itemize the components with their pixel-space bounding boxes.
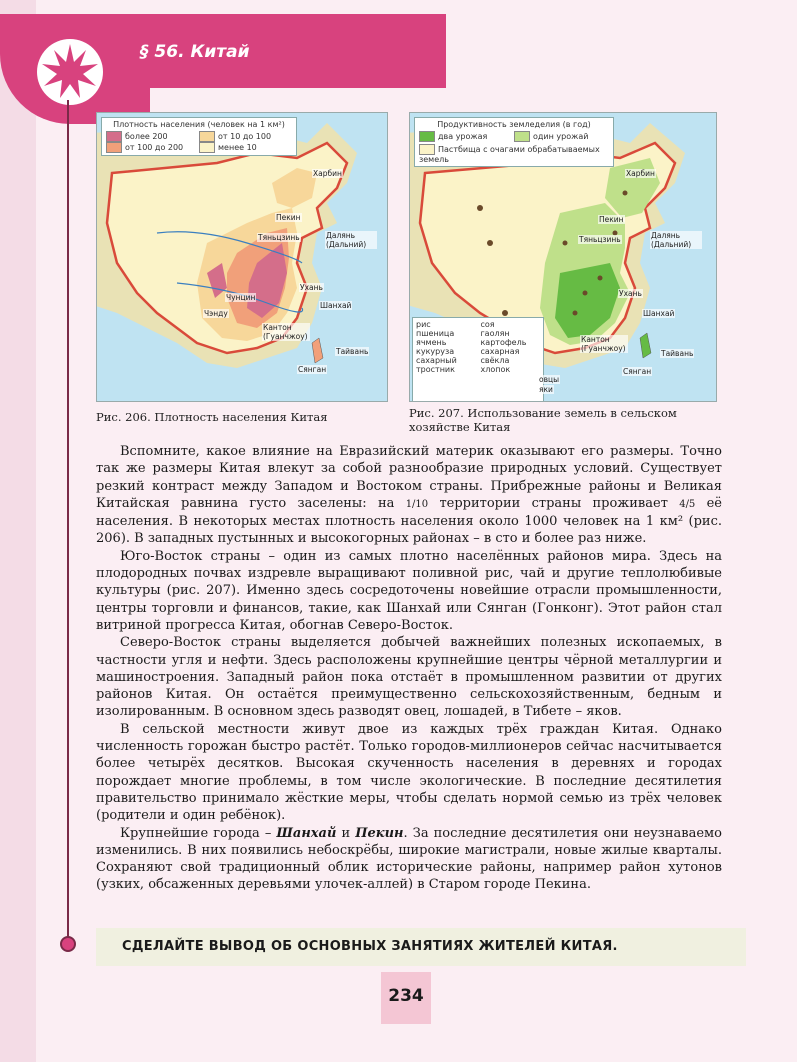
- city-label: Пекин: [599, 215, 624, 224]
- legend-swatch: [199, 142, 215, 153]
- legend-label: Пастбища с очагами обрабатываемых земель: [419, 145, 600, 164]
- text-run: её населения. В некоторых местах плотность населения около 1000 человек на 1 км² (рис. 206). В западных пустынных и высокогорных районах – в сто и более раз ниже.: [96, 495, 722, 547]
- figure-207-caption: Рис. 207. Использование земель в сельском хозяйстве Китая: [409, 406, 677, 434]
- city-label: Далянь (Дальний): [325, 231, 377, 249]
- paragraph: Юго-Восток страны – один из самых плотно населённых районов мира. Здесь на плодородных почвах издревле выращивают поливной рис, чай и другие теплолюбивые культуры (рис. 207). Именно здесь сосредоточены новейшие отрасли промышленности, центры торговли и финансов, такие, как Шанхай или Сянган (Гонконг). Этот район стал витриной прогресса Китая, обогнав Северо-Восток.: [96, 548, 722, 633]
- star-icon: [36, 38, 104, 106]
- crop-label: кукуруза: [416, 347, 455, 356]
- crop-label: сахарный тростник: [416, 356, 457, 374]
- crop-label: гаолян: [480, 329, 510, 338]
- text-run: территории страны проживает: [428, 495, 680, 511]
- margin-line: [67, 100, 69, 946]
- city-label: Ухань: [619, 289, 642, 298]
- crop-label: рис: [416, 320, 431, 329]
- legend-label: от 100 до 200: [125, 143, 184, 152]
- figure-206-caption: Рис. 206. Плотность населения Китая: [96, 410, 328, 424]
- city-label: Пекин: [276, 213, 301, 222]
- city-label: Шанхай: [643, 309, 675, 318]
- paragraph: В сельской местности живут двое из каждых трёх граждан Китая. Однако численность горожан быстро растёт. Только городов-миллионеров сейчас насчитывается более четырёх десятков. Высокая скученность населения в деревнях и городах порождает многие проблемы, в том числе экологические. В последние десятилетия правительство принимало жёсткие меры, чтобы сделать нормой семью из трёх человек (родители и один ребёнок).: [96, 721, 722, 824]
- city-label: Сянган: [298, 365, 327, 374]
- text-run: и: [336, 825, 356, 841]
- legend-swatch: [106, 131, 122, 142]
- map1-legend: [101, 117, 297, 156]
- city-label: Шанхай: [320, 301, 352, 310]
- city-label: Харбин: [626, 169, 655, 178]
- city-label: Харбин: [313, 169, 342, 178]
- margin-dot: [60, 936, 76, 952]
- crop-label: соя: [480, 320, 495, 329]
- conclusion-text: СДЕЛАЙТЕ ВЫВОД ОБ ОСНОВНЫХ ЗАНЯТИЯХ ЖИТЕЛЕЙ КИТАЯ.: [122, 939, 618, 954]
- city-label: Чунцин: [226, 293, 256, 302]
- legend-swatch: [514, 131, 530, 142]
- legend-item: [106, 142, 199, 153]
- legend-swatch: [419, 144, 435, 155]
- city-label: Тяньцзинь: [579, 235, 621, 244]
- city-label: Далянь (Дальний): [650, 231, 702, 249]
- text-run: . За последние десятилетия они неузнаваемо изменились. В них появились небоскрёбы, широкие магистрали, новые жилые кварталы. Сохраняют свой традиционный облик исторические районы, например район хутонов (узких, обсаженных деревьями улочек-аллей) в Старом городе Пекина.: [96, 825, 722, 893]
- legend-item: [514, 131, 609, 142]
- fraction: 1/10: [405, 498, 429, 510]
- animal-label: овцы: [539, 375, 560, 384]
- paragraph: [96, 443, 722, 548]
- legend-swatch: [106, 142, 122, 153]
- side-band: [0, 0, 36, 1062]
- legend-label: менее 10: [218, 143, 257, 152]
- crop-label: картофель: [480, 338, 527, 347]
- crops-column-right: [480, 320, 540, 400]
- page-number-box: [381, 972, 431, 1024]
- land-use-map: [409, 112, 717, 402]
- section-title: § 56. Китай: [140, 42, 250, 62]
- city-label: Кантон (Гуанчжоу): [580, 335, 628, 353]
- map2-legend-row: [419, 131, 609, 142]
- map2-legend-title: Продуктивность земледелия (в год): [437, 120, 591, 129]
- city-name-bold: Шанхай: [276, 825, 337, 841]
- legend-item: [419, 144, 609, 164]
- population-density-map: [96, 112, 388, 402]
- body-text: [96, 443, 722, 894]
- city-label: Сянган: [623, 367, 652, 376]
- legend-label: один урожай: [533, 132, 589, 141]
- legend-swatch: [419, 131, 435, 142]
- legend-item: [199, 131, 292, 142]
- crop-label: сахарная свёкла: [480, 347, 520, 365]
- legend-swatch: [199, 131, 215, 142]
- map2-legend: [414, 117, 614, 167]
- legend-item: [106, 131, 199, 142]
- city-name-bold: Пекин: [355, 825, 404, 841]
- legend-label: два урожая: [438, 132, 488, 141]
- legend-item: [419, 131, 514, 142]
- paragraph: Северо-Восток страны выделяется добычей важнейших полезных ископаемых, в частности угля и нефти. Здесь расположены крупнейшие центры чёрной металлургии и машиностроения. Западный район пока отстаёт в промышленном развитии от других районов Китая. Он остаётся преимущественно сельскохозяйственным, бедным и изолированным. В основном здесь разводят овец, лошадей, в Тибете – яков.: [96, 635, 722, 720]
- legend-label: более 200: [125, 132, 168, 141]
- conclusion-task: [96, 928, 746, 966]
- fraction: 4/5: [679, 498, 696, 510]
- crops-column-left: [416, 320, 480, 400]
- map1-legend-items: [106, 131, 292, 153]
- crop-label: ячмень: [416, 338, 447, 347]
- crop-label: хлопок: [480, 365, 511, 374]
- map1-legend-title: Плотность населения (человек на 1 км²): [113, 120, 285, 129]
- header-band: [58, 14, 446, 88]
- page-number: 234: [388, 986, 424, 1006]
- legend-item: [199, 142, 292, 153]
- crops-legend: [412, 317, 544, 402]
- legend-label: от 10 до 100: [218, 132, 272, 141]
- crop-label: пшеница: [416, 329, 455, 338]
- text-run: Крупнейшие города –: [120, 825, 277, 841]
- city-label: Тайвань: [336, 347, 369, 356]
- paragraph: [96, 825, 722, 894]
- city-label: Ухань: [300, 283, 323, 292]
- text-run: Вспомните, какое влияние на Евразийский материк оказывают его размеры. Точно так же размеры Китая влекут за собой разнообразие природных условий. Существует резкий контраст между Западом и Востоком страны. Прибрежные районы и Великая Китайская равнина густо заселены: на: [96, 444, 722, 511]
- city-label: Тайвань: [661, 349, 694, 358]
- animal-label: яки: [539, 385, 553, 394]
- city-label: Чэнду: [204, 309, 228, 318]
- city-label: Кантон (Гуанчжоу): [262, 323, 310, 341]
- city-label: Тяньцзинь: [258, 233, 300, 242]
